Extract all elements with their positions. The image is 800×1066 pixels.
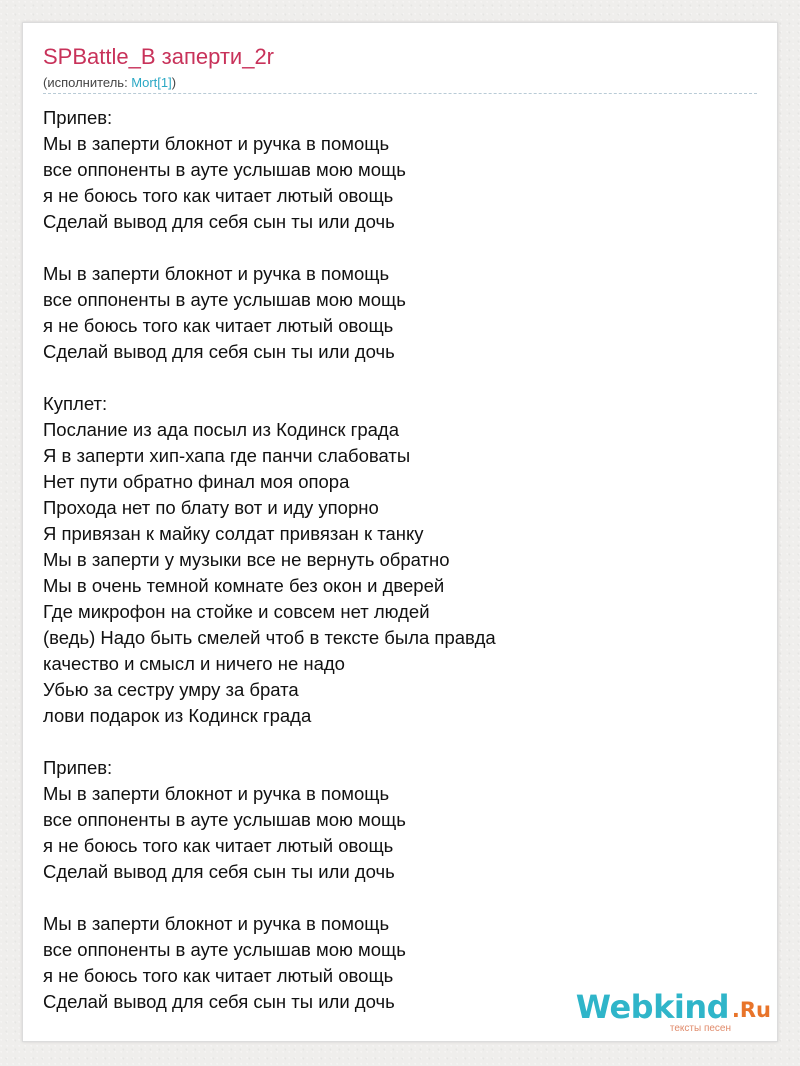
lyrics-text: Припев: Мы в заперти блокнот и ручка в помощь все оппоненты в ауте услышав мою мощь я не боюсь того как читает лютый овощь Сделай вывод для себя сын ты или дочь Мы в заперти блокнот и ручка в помощь все оппоненты в ауте услышав мою мощь я не боюсь того как читает лютый овощь Сделай вывод для себя сын ты или дочь Куплет: Послание из ада посыл из Кодинск града Я в заперти хип-хапа где панчи слабоваты Нет пути обратно финал моя опора Прохода нет по блату вот и иду упорно Я привязан к майку солдат привязан к танку Мы в заперти у музыки все не вернуть обратно Мы в очень темной комнате без окон и дверей Где микрофон на стойке и совсем нет людей (ведь) Надо быть смелей чтоб в тексте была правда качество и смысл и ничего не надо Убью за сестру умру за брата лови подарок из Кодинск града Припев: Мы в заперти блокнот и ручка в помощь все оппоненты в ауте услышав мою мощь я не боюсь того как читает лютый овощь Сделай вывод для себя сын ты или дочь Мы в заперти блокнот и ручка в помощь все оппоненты в ауте услышав мою мощь я не боюсь того как читает лютый овощь Сделай вывод для себя сын ты или дочь [43, 107, 496, 1012]
artist-prefix: (исполнитель: [43, 75, 132, 90]
site-logo[interactable] [575, 988, 771, 1035]
artist-link[interactable]: Mort[1] [131, 75, 172, 90]
artist-suffix: ) [171, 75, 177, 90]
logo-tagline: тексты песен [669, 1023, 731, 1034]
lyrics-sheet [22, 22, 778, 1042]
artist-line [43, 74, 176, 92]
header-divider [43, 93, 757, 94]
logo-domain-suffix: .Ru [731, 998, 771, 1022]
song-title: SPBattle_В заперти_2r [43, 44, 275, 69]
logo-wordmark: Webkind [575, 988, 729, 1026]
